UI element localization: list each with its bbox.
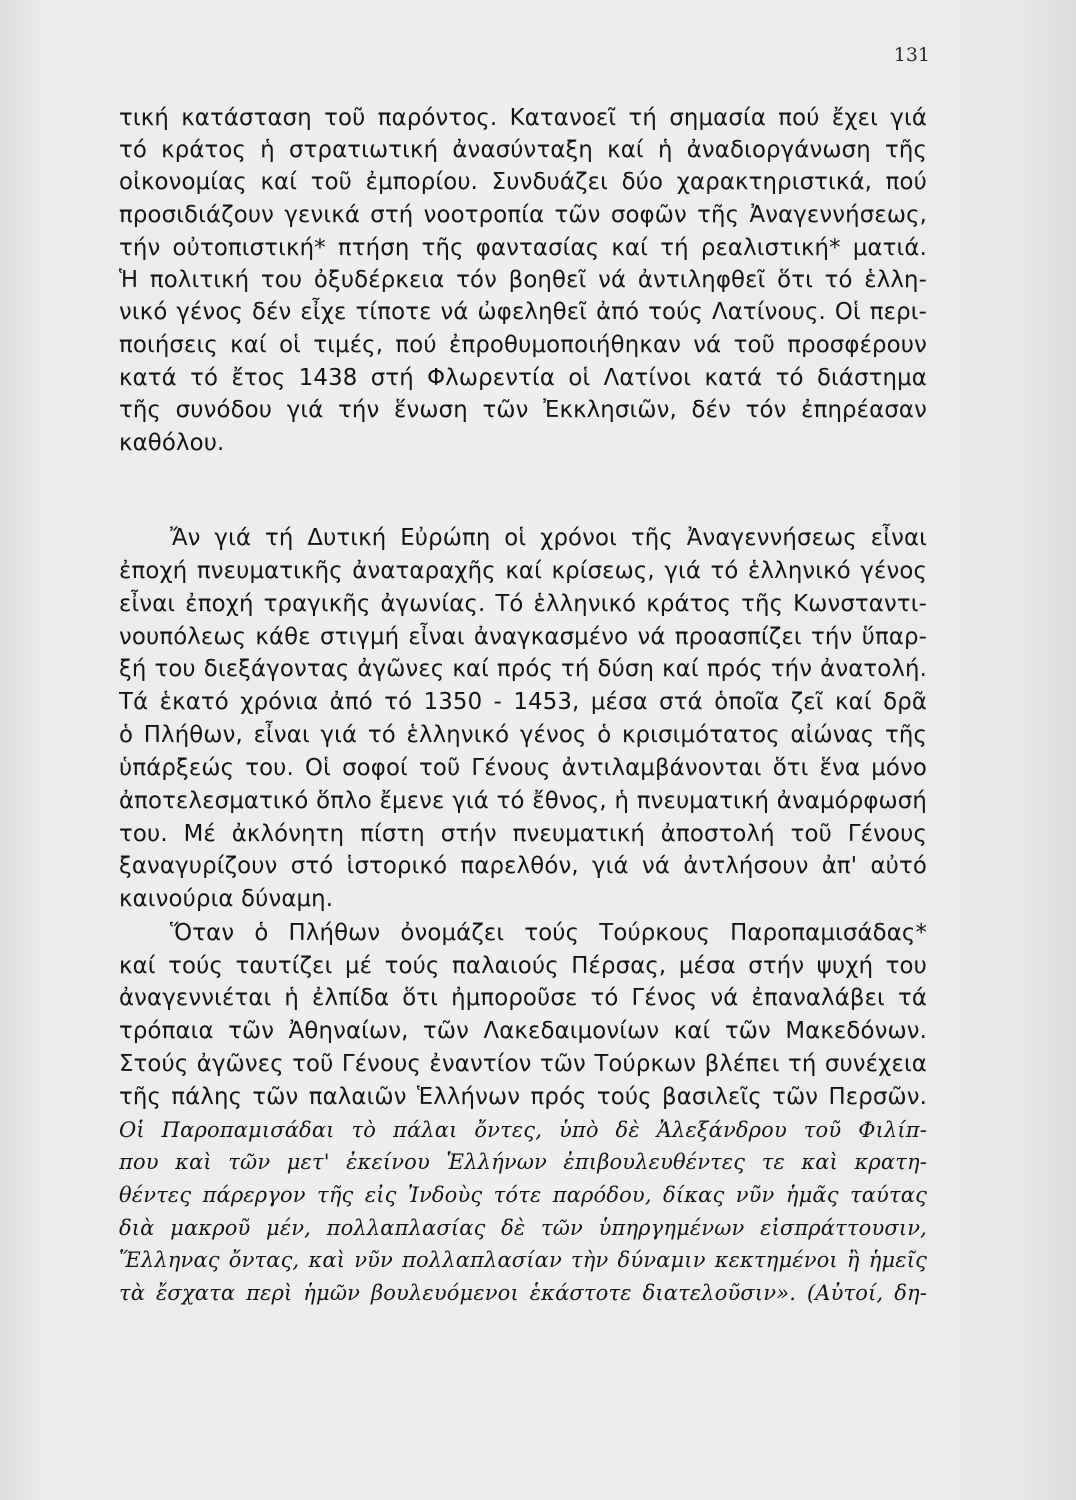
text-line: τήν οὐτοπιστική* πτήση τῆς φαντασίας καί τή ρεαλιστική* ματιά. [119, 235, 927, 261]
text-line: ξαναγυρίζουν στό ἱστορικό παρελθόν, γιά νά ἀντλήσουν ἀπ' αὐτό [119, 853, 927, 879]
text-line: τρόπαια τῶν Ἀθηναίων, τῶν Λακεδαιμονίων καί τῶν Μακεδόνων. [119, 1018, 927, 1044]
text-line: Ὅταν ὁ Πλήθων ὀνομάζει τούς Τούρκους Παροπαμισάδας* [170, 920, 927, 946]
quote-line: Ἕλληνας ὄντας, καὶ νῦν πολλαπλασίαν τὴν δύναμιν κεκτημένοι ἢ ἡμεῖς [119, 1248, 927, 1272]
text-line: νικό γένος δέν εἶχε τίποτε νά ὠφεληθεῖ ἀπό τούς Λατίνους. Οἱ περι- [119, 299, 927, 325]
text-line: προσιδιάζουν γενικά στή νοοτροπία τῶν σοφῶν τῆς Ἀναγεννήσεως, [119, 202, 927, 228]
quote-line: Οἱ Παροπαμισάδαι τὸ πάλαι ὄντες, ὑπὸ δὲ Ἀλεξάνδρου τοῦ Φιλίπ- [119, 1118, 927, 1142]
text-line: τῆς συνόδου γιά τήν ἕνωση τῶν Ἐκκλησιῶν, δέν τόν ἐπηρέασαν [119, 397, 927, 423]
text-line: εἶναι ἐποχή τραγικῆς ἀγωνίας. Τό ἑλληνικό κράτος τῆς Κωνσταντι- [119, 591, 927, 617]
quote-line: που καὶ τῶν μετ' ἐκείνου Ἑλλήνων ἐπιβουλευθέντες τε καὶ κρατη- [119, 1150, 927, 1174]
text-line: του. Μέ ἀκλόνητη πίστη στήν πνευματική ἀποστολή τοῦ Γένους [119, 821, 927, 847]
text-line: Τά ἑκατό χρόνια ἀπό τό 1350 - 1453, μέσα στά ὁποῖα ζεῖ καί δρᾶ [119, 689, 927, 715]
text-line: ὁ Πλήθων, εἶναι γιά τό ἑλληνικό γένος ὁ κρισιμότατος αἰώνας τῆς [119, 722, 927, 748]
text-line: τική κατάσταση τοῦ παρόντος. Κατανοεῖ τή σημασία πού ἔχει γιά [119, 105, 927, 131]
quote-line: τὰ ἔσχατα περὶ ἡμῶν βουλευόμενοι ἑκάστοτε διατελοῦσιν». (Αὐτοί, δη- [119, 1281, 927, 1305]
text-line: ἐποχή πνευματικῆς ἀναταραχῆς καί κρίσεως, γιά τό ἑλληνικό γένος [119, 558, 927, 584]
text-line: νουπόλεως κάθε στιγμή εἶναι ἀναγκασμένο νά προασπίζει τήν ὕπαρ- [119, 624, 927, 650]
text-line: τό κράτος ἡ στρατιωτική ἀνασύνταξη καί ἡ ἀναδιοργάνωση τῆς [119, 137, 927, 163]
quote-line: θέντες πάρεργον τῆς εἰς Ἰνδοὺς τότε παρόδου, δίκας νῦν ἡμᾶς ταύτας [119, 1183, 927, 1207]
text-line: καθόλου. [119, 430, 225, 456]
text-line: ξή του διεξάγοντας ἀγῶνες καί πρός τή δύση καί πρός τήν ἀνατολή. [119, 656, 927, 682]
text-line: οἰκονομίας καί τοῦ ἐμπορίου. Συνδυάζει δύο χαρακτηριστικά, πού [119, 169, 927, 195]
text-line: καί τούς ταυτίζει μέ τούς παλαιούς Πέρσας, μέσα στήν ψυχή του [119, 953, 927, 979]
quote-line: διὰ μακροῦ μέν, πολλαπλασίας δὲ τῶν ὑπηργημένων εἰσπράττουσιν, [119, 1216, 927, 1240]
text-line: ὑπάρξεώς του. Οἱ σοφοί τοῦ Γένους ἀντιλαμβάνονται ὅτι ἕνα μόνο [119, 755, 927, 781]
text-line: ποιήσεις καί οἱ τιμές, πού ἐπροθυμοποιήθηκαν νά τοῦ προσφέρουν [119, 332, 927, 358]
text-line: ἀναγεννιέται ἡ ἐλπίδα ὅτι ἠμποροῦσε τό Γένος νά ἐπαναλάβει τά [119, 985, 927, 1011]
text-line: τῆς πάλης τῶν παλαιῶν Ἑλλήνων πρός τούς βασιλεῖς τῶν Περσῶν. [119, 1084, 927, 1110]
page-number: 131 [893, 44, 930, 66]
text-line: κατά τό ἔτος 1438 στή Φλωρεντία οἱ Λατίνοι κατά τό διάστημα [119, 365, 927, 391]
text-line: καινούρια δύναμη. [119, 886, 334, 912]
text-line: ἀποτελεσματικό ὅπλο ἔμενε γιά τό ἔθνος, ἡ πνευματική ἀναμόρφωσή [119, 788, 927, 814]
text-line: Στούς ἀγῶνες τοῦ Γένους ἐναντίον τῶν Τούρκων βλέπει τή συνέχεια [119, 1051, 927, 1077]
text-line: Ἄν γιά τή Δυτική Εὐρώπη οἱ χρόνοι τῆς Ἀναγεννήσεως εἶναι [170, 525, 927, 551]
text-line: Ἡ πολιτική του ὀξυδέρκεια τόν βοηθεῖ νά ἀντιληφθεῖ ὅτι τό ἑλλη- [119, 267, 927, 293]
